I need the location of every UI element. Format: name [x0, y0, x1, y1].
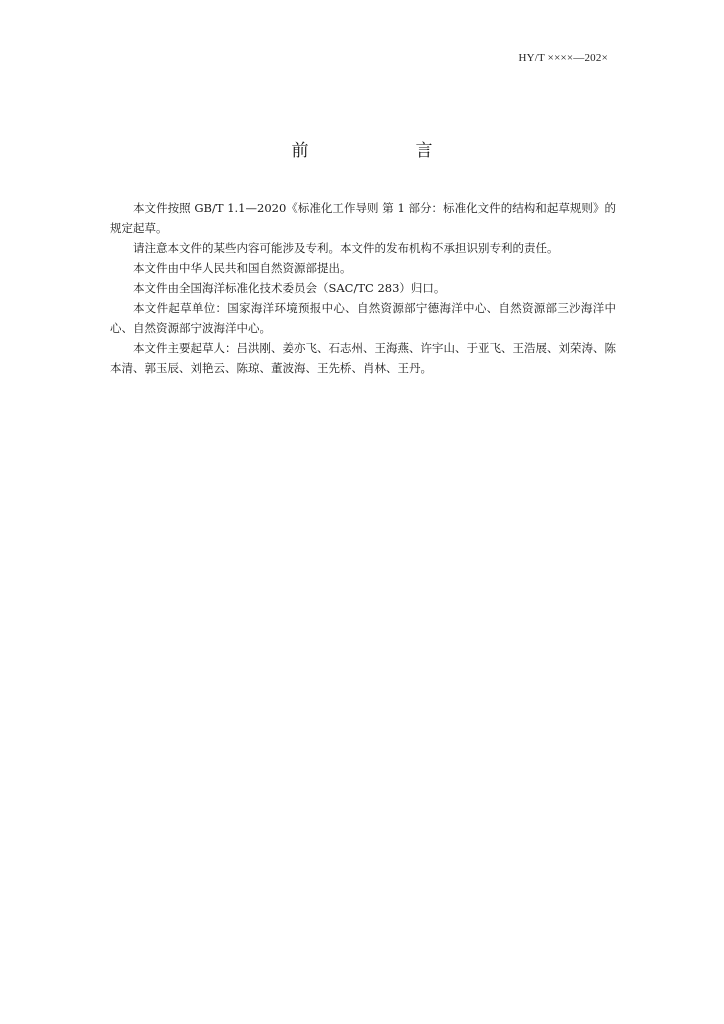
paragraph-drafting-rules: 本文件按照 GB/T 1.1—2020《标准化工作导则 第 1 部分：标准化文件的结构和起草规则》的规定起草。 [110, 201, 616, 235]
paragraph-committee: 本文件由全国海洋标准化技术委员会（SAC/TC 283）归口。 [133, 281, 446, 295]
paragraph-drafting-units: 本文件起草单位：国家海洋环境预报中心、自然资源部宁德海洋中心、自然资源部三沙海洋中心、自然资源部宁波海洋中心。 [110, 301, 616, 335]
paragraph-drafters: 本文件主要起草人：吕洪刚、姜亦飞、石志州、王海燕、许宇山、于亚飞、王浩展、刘荣涛、陈本清、郭玉辰、刘艳云、陈琼、董波海、王先桥、肖林、王丹。 [110, 341, 616, 375]
document-number: HY/T ××××—202× [518, 52, 608, 64]
paragraph-patent-notice: 请注意本文件的某些内容可能涉及专利。本文件的发布机构不承担识别专利的责任。 [133, 241, 559, 255]
paragraph-proposer: 本文件由中华人民共和国自然资源部提出。 [133, 261, 352, 275]
foreword-body [110, 198, 616, 378]
page-title: 前 言 [291, 141, 478, 161]
